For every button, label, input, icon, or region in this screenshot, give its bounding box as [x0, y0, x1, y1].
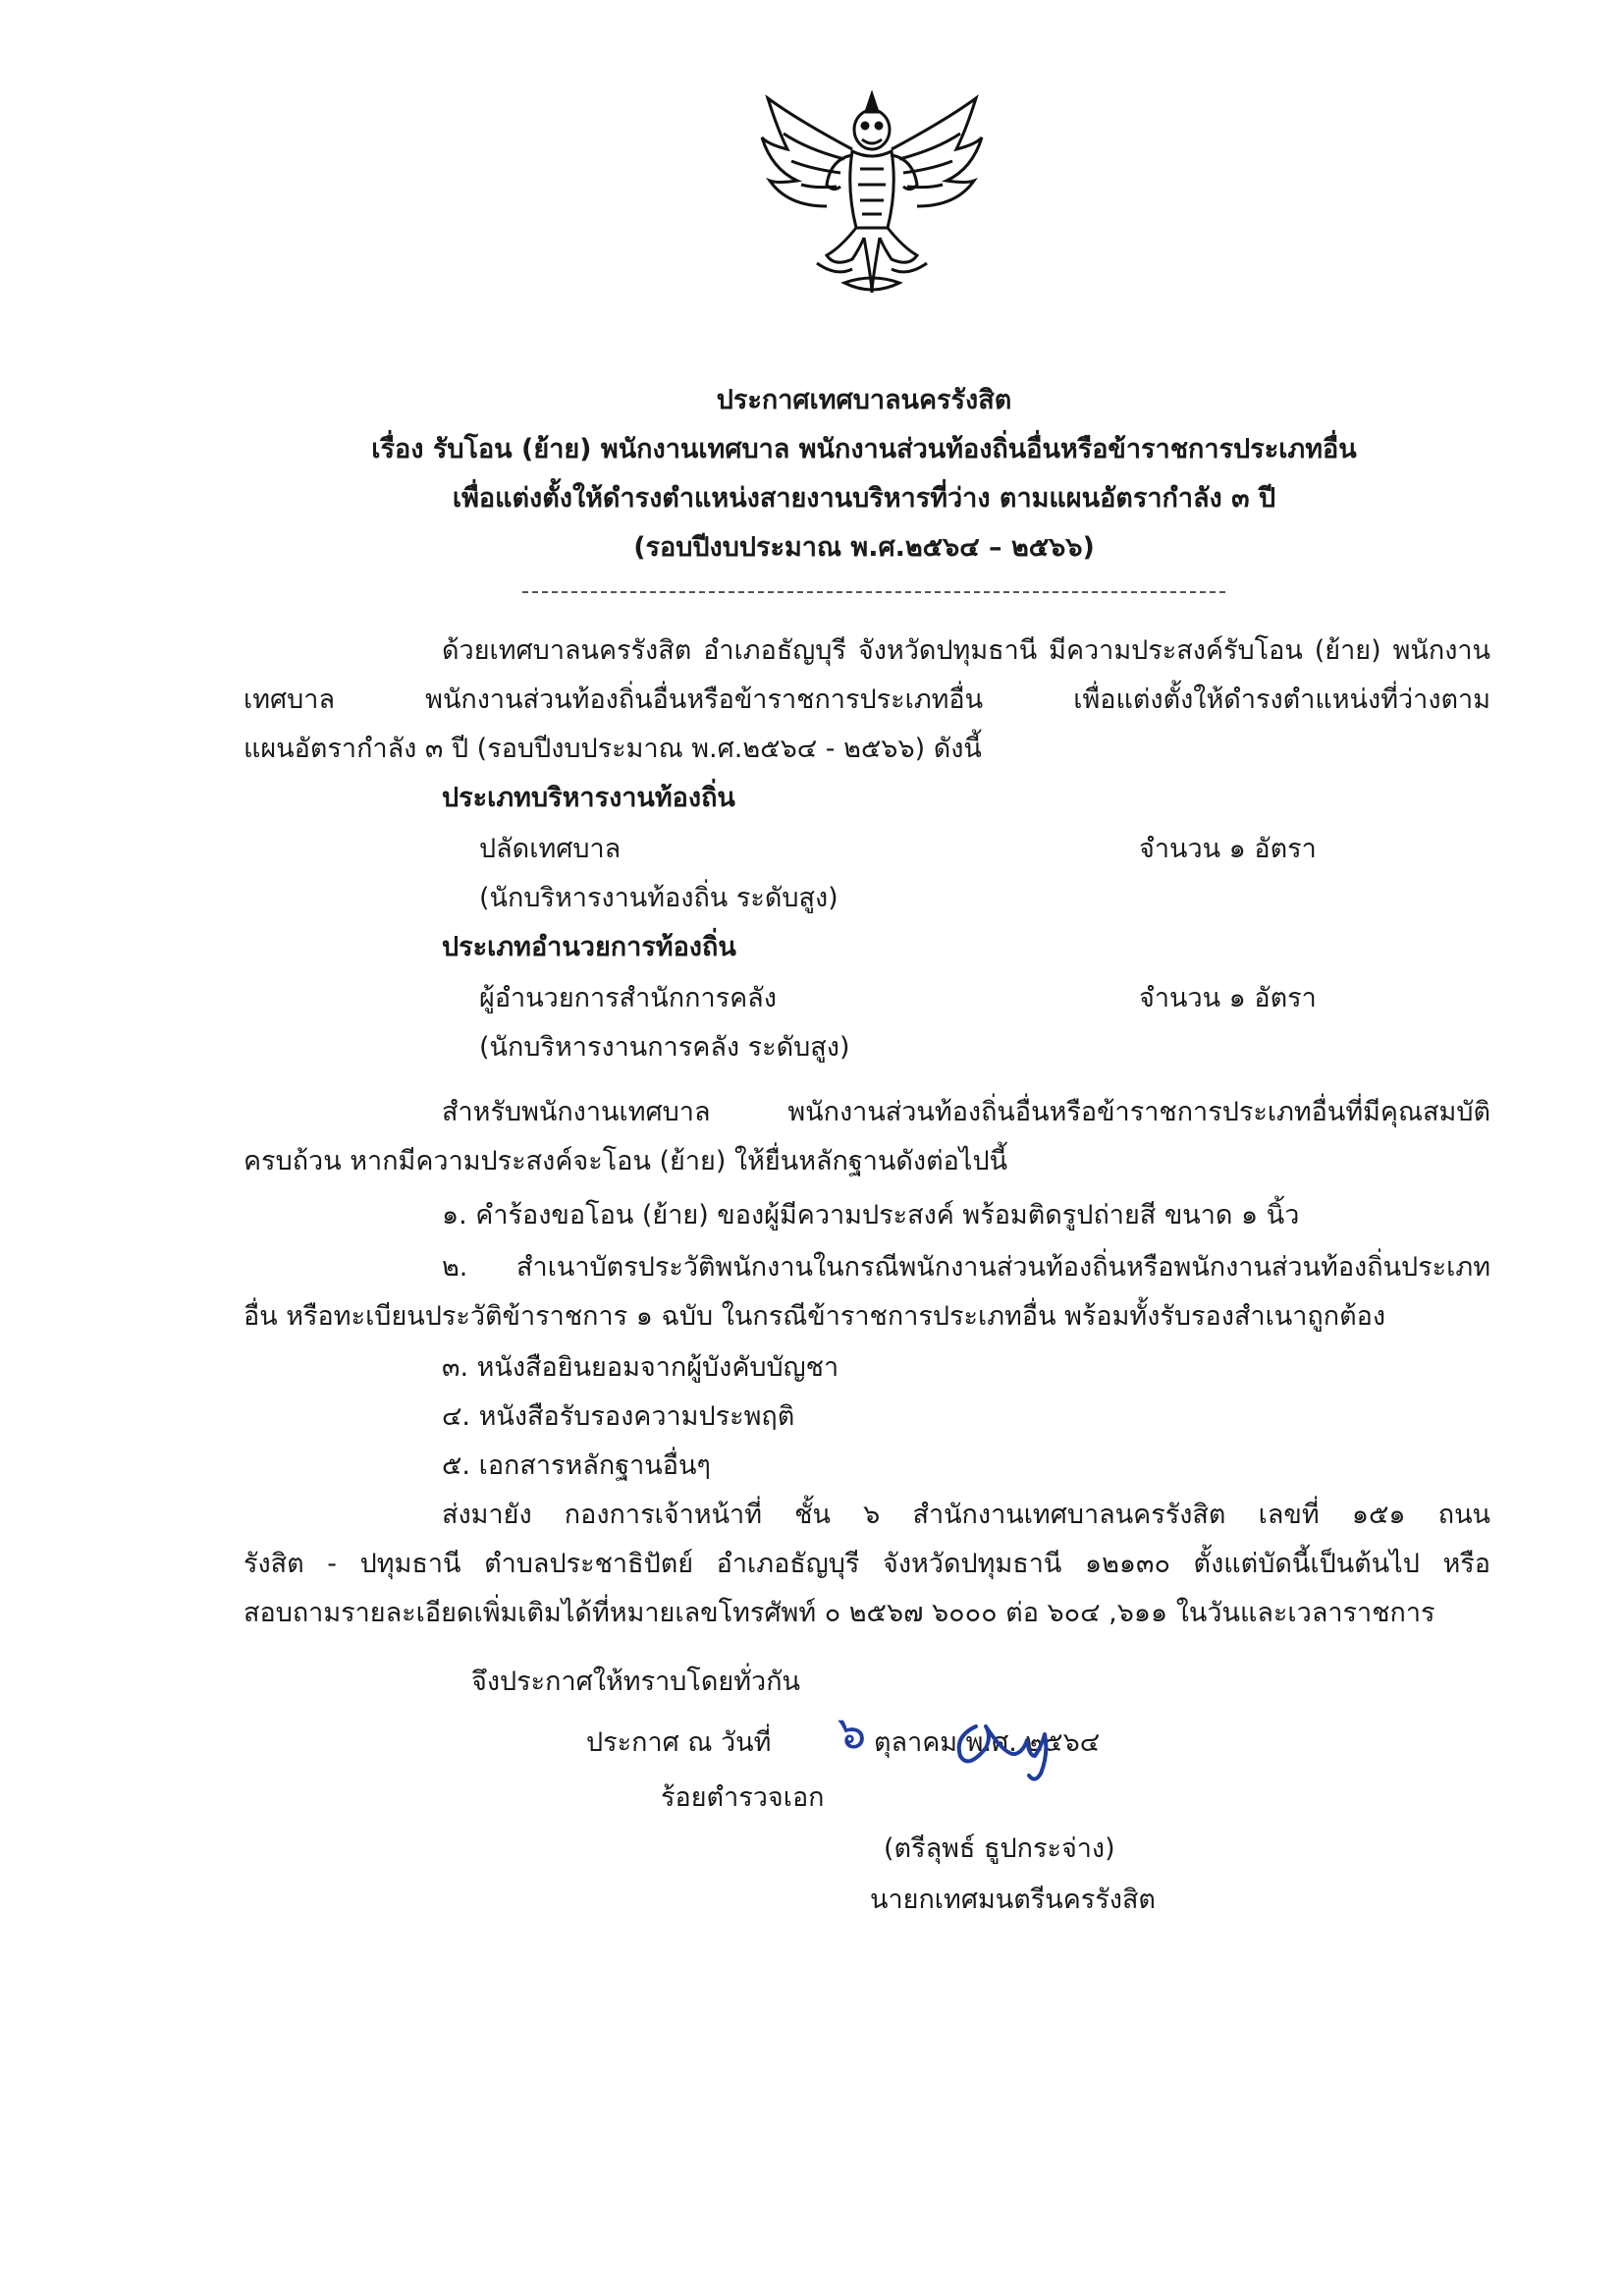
requirement-item-1: ๑. คำร้องขอโอน (ย้าย) ของผู้มีความประสงค์ พร้อมติดรูปถ่ายสี ขนาด ๑ นิ้ว	[442, 1200, 1300, 1230]
position-title-municipal-clerk: ปลัดเทศบาล	[479, 834, 622, 864]
signatory-name: (ตรีลุพธ์ ธูปกระจ่าง)	[884, 1833, 1115, 1864]
requirement-item-3: ๓. หนังสือยินยอมจากผู้บังคับบัญชา	[442, 1352, 839, 1383]
submit-line-2: รังสิต - ปทุมธานี ตำบลประชาธิปัตย์ อำเภอธัญบุรี จังหวัดปทุมธานี ๑๒๑๓๐ ตั้งแต่บัดนี้เป็นต้นไป หรือ	[243, 1549, 1490, 1579]
announce-date-prefix: ประกาศ ณ วันที่	[586, 1727, 772, 1758]
requirement-item-2-continued: อื่น หรือทะเบียนประวัติข้าราชการ ๑ ฉบับ ในกรณีข้าราชการประเภทอื่น พร้อมทั้งรับรองสำเนาถูกต้อง	[243, 1301, 1386, 1332]
announcement-subject-line2: เพื่อแต่งตั้งให้ดำรงตำแหน่งสายงานบริหารที่ว่าง ตามแผนอัตรากำลัง ๓ ปี	[452, 483, 1276, 514]
signatory-position: นายกเทศมนตรีนครรังสิต	[870, 1885, 1156, 1915]
requirement-item-4: ๔. หนังสือรับรองความประพฤติ	[442, 1401, 795, 1432]
requirement-item-2: ๒. สำเนาบัตรประวัติพนักงานในกรณีพนักงานส่วนท้องถิ่นหรือพนักงานส่วนท้องถิ่นประเภท	[442, 1252, 1490, 1283]
position-detail-1: (นักบริหารงานท้องถิ่น ระดับสูง)	[479, 883, 839, 913]
submit-line-3: สอบถามรายละเอียดเพิ่มเติมได้ที่หมายเลขโทรศัพท์ ๐ ๒๕๖๗ ๖๐๐๐ ต่อ ๖๐๔ ,๖๑๑ ในวันและเวลาราชการ	[243, 1598, 1435, 1628]
submit-line-1: ส่งมายัง กองการเจ้าหน้าที่ ชั้น ๖ สำนักงานเทศบาลนครรังสิต เลขที่ ๑๕๑ ถนน	[442, 1500, 1490, 1530]
announcement-subject: เรื่อง รับโอน (ย้าย) พนักงานเทศบาล พนักงานส่วนท้องถิ่นอื่นหรือข้าราชการประเภทอื่น	[371, 434, 1357, 465]
announce-date-day: ๖	[838, 1706, 867, 1759]
handwritten-signature	[947, 1697, 1064, 1785]
intro-line-1: ด้วยเทศบาลนครรังสิต อำเภอธัญบุรี จังหวัดปทุมธานี มีความประสงค์รับโอน (ย้าย) พนักงาน	[442, 635, 1490, 666]
requirements-line-1: สำหรับพนักงานเทศบาล พนักงานส่วนท้องถิ่นอื่นหรือข้าราชการประเภทอื่นที่มีคุณสมบัติ	[442, 1097, 1490, 1127]
position-count-1: จำนวน ๑ อัตรา	[1139, 834, 1317, 864]
announcement-fiscal-period: (รอบปีงบประมาณ พ.ศ.๒๕๖๔ – ๒๕๖๖)	[633, 532, 1095, 563]
requirement-item-5: ๕. เอกสารหลักฐานอื่นๆ	[442, 1450, 711, 1481]
announce-date-suffix: ตุลาคม พ.ศ. ๒๕๖๔	[874, 1727, 1101, 1758]
signatory-rank: ร้อยตำรวจเอก	[661, 1782, 825, 1813]
intro-line-3: แผนอัตรากำลัง ๓ ปี (รอบปีงบประมาณ พ.ศ.๒๕๖๔ - ๒๕๖๖) ดังนี้	[243, 734, 982, 764]
requirements-line-2: ครบถ้วน หากมีความประสงค์จะโอน (ย้าย) ให้ยื่นหลักฐานดังต่อไปนี้	[243, 1146, 1008, 1176]
position-category-local-director: ประเภทอำนวยการท้องถิ่น	[442, 932, 736, 962]
divider	[522, 591, 1225, 593]
position-title-finance-director: ผู้อำนวยการสำนักการคลัง	[479, 983, 777, 1013]
garuda-emblem-icon	[758, 90, 986, 297]
position-detail-2: (นักบริหารงานการคลัง ระดับสูง)	[479, 1032, 850, 1063]
position-category-local-admin: ประเภทบริหารงานท้องถิ่น	[442, 783, 735, 813]
announcement-title: ประกาศเทศบาลนครรังสิต	[716, 385, 1012, 415]
intro-line-2: เทศบาล พนักงานส่วนท้องถิ่นอื่นหรือข้าราชการประเภทอื่น เพื่อแต่งตั้งให้ดำรงตำแหน่งที่ว่างตาม	[243, 684, 1490, 715]
position-count-2: จำนวน ๑ อัตรา	[1139, 983, 1317, 1013]
announce-statement: จึงประกาศให้ทราบโดยทั่วกัน	[471, 1667, 800, 1697]
